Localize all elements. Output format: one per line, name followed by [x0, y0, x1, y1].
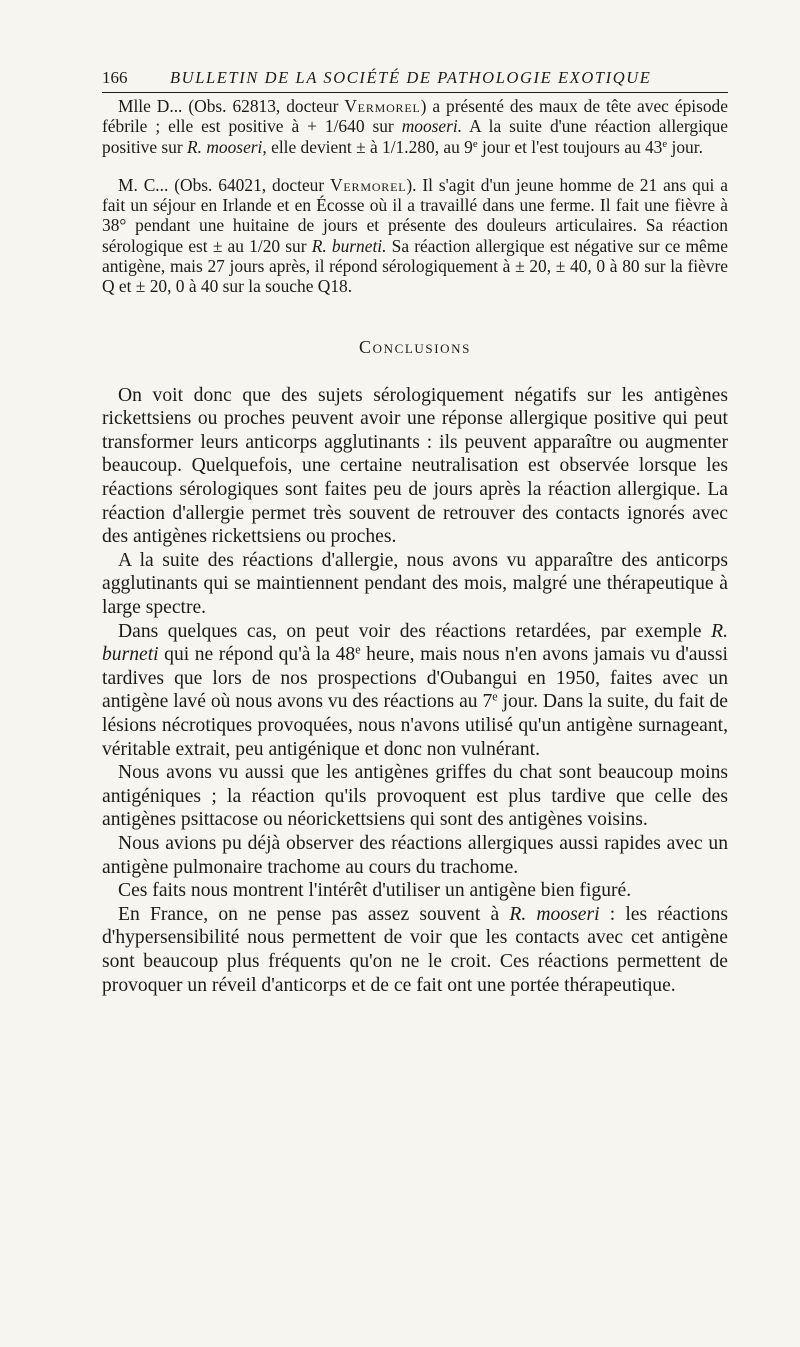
case-text: ). Il s'agit d'un jeune homme de 21 ans qui a fait un séjour en Irlande et en Écosse où il a travaillé dans une ferme. Il fait une fièvre à 38° pendant une huitaine de jours et présente des douleurs articulaires. Sa réaction sérologique est ± au 1/20 sur — [102, 174, 728, 256]
article-body — [102, 96, 728, 997]
species-name: mooseri. — [401, 116, 463, 137]
conclusion-paragraph — [102, 620, 728, 762]
case-text: elle devient ± à 1/1.280, au 9 — [271, 136, 473, 157]
case-text: A la suite d'une réaction allergique positive sur — [102, 116, 729, 157]
superscript: e — [662, 137, 668, 150]
superscript: e — [472, 137, 478, 150]
paragraph-text: : les réactions d'hypersensibilité nous permettent de voir que les contacts avec cet antigène sont beaucoup plus fréquents qu'on ne le croit. Ces réactions permettent de provoquer un réveil d'anticorps et de ce fait ont une portée thérapeutique. — [102, 903, 729, 996]
paragraph-text: Dans quelques cas, on peut voir des réactions retardées, par exemple — [118, 620, 702, 642]
superscript: e — [355, 642, 361, 657]
conclusion-paragraph: Nous avions pu déjà observer des réactions allergiques aussi rapides avec un antigène pulmonaire trachome au cours du trachome. — [102, 832, 728, 878]
page-header — [102, 55, 728, 93]
section-heading-conclusions: Conclusions — [359, 336, 471, 357]
case-paragraph-m-c — [102, 175, 728, 297]
conclusion-paragraph: A la suite des réactions d'allergie, nous avons vu apparaître des anticorps agglutinants qui se maintiennent pendant des mois, malgré une thérapeutique à large spectre. — [102, 549, 728, 619]
running-title: BULLETIN DE LA SOCIÉTÉ DE PATHOLOGIE EXOTIQUE — [170, 68, 652, 87]
doctor-name: Vermorel — [330, 174, 407, 195]
species-name: R. mooseri, — [187, 136, 267, 157]
paragraph-text: jour. Dans la suite, du fait de lésions nécrotiques provoquées, nous n'avons utilisé qu'un antigène surnageant, véritable extrait, peu antigénique et donc non vulnérant. — [102, 691, 728, 760]
paragraph-text: heure, mais nous n'en avons jamais vu d'aussi tardives que lors de nos prospections d'Oubangui en 1950, faites avec un antigène lavé où nous avons vu des réactions au 7 — [102, 644, 728, 713]
conclusion-paragraph — [102, 903, 728, 997]
case-text: jour et l'est toujours au 43 — [477, 136, 663, 157]
conclusion-paragraph: On voit donc que des sujets sérologiquement négatifs sur les antigènes rickettsiens ou proches peuvent avoir une réponse allergique positive qui peut transformer leurs anticorps agglutinants : ils peuvent apparaître ou augmenter beaucoup. Quelquefois, une certaine neutralisation est observée lorsque les réactions sérologiques sont faites peu de jours après la réaction allergique. La réaction d'allergie permet très souvent de retrouver des contacts ignorés avec des antigènes rickettsiens ou proches. — [102, 384, 728, 548]
case-text: ) a présenté des maux de tête avec épisode fébrile ; elle est positive à + 1/640 sur — [102, 96, 728, 137]
conclusion-paragraph: Ces faits nous montrent l'intérêt d'utiliser un antigène bien figuré. — [118, 880, 632, 902]
case-text: jour. — [667, 136, 703, 157]
case-paragraph-mlle-d — [102, 96, 728, 157]
case-label: M. C... (Obs. 64021, docteur — [118, 174, 325, 195]
case-text: Sa réaction allergique est négative sur ce même antigène, mais 27 jours après, il répond sérologiquement à ± 20, ± 40, 0 à 80 sur la fièvre Q et ± 20, 0 à 40 sur la souche Q18. — [102, 235, 728, 297]
paragraph-text: qui ne répond qu'à la 48 — [164, 644, 356, 666]
conclusion-paragraph: Nous avons vu aussi que les antigènes griffes du chat sont beaucoup moins antigéniques ; la réaction qu'ils provoquent est plus tardive que celle des antigènes psittacose ou néorickettsiens qui sont des antigènes voisins. — [102, 762, 728, 831]
doctor-name: Vermorel — [344, 96, 421, 116]
page-number: 166 — [102, 68, 128, 87]
paragraph-text: En France, on ne pense pas assez souvent à — [118, 903, 500, 925]
superscript: e — [492, 689, 498, 704]
species-name: R. burneti. — [311, 235, 387, 256]
case-label: Mlle D... (Obs. 62813, docteur — [118, 96, 339, 116]
species-name: R. burneti — [102, 620, 728, 666]
species-name: R. mooseri — [509, 903, 600, 925]
